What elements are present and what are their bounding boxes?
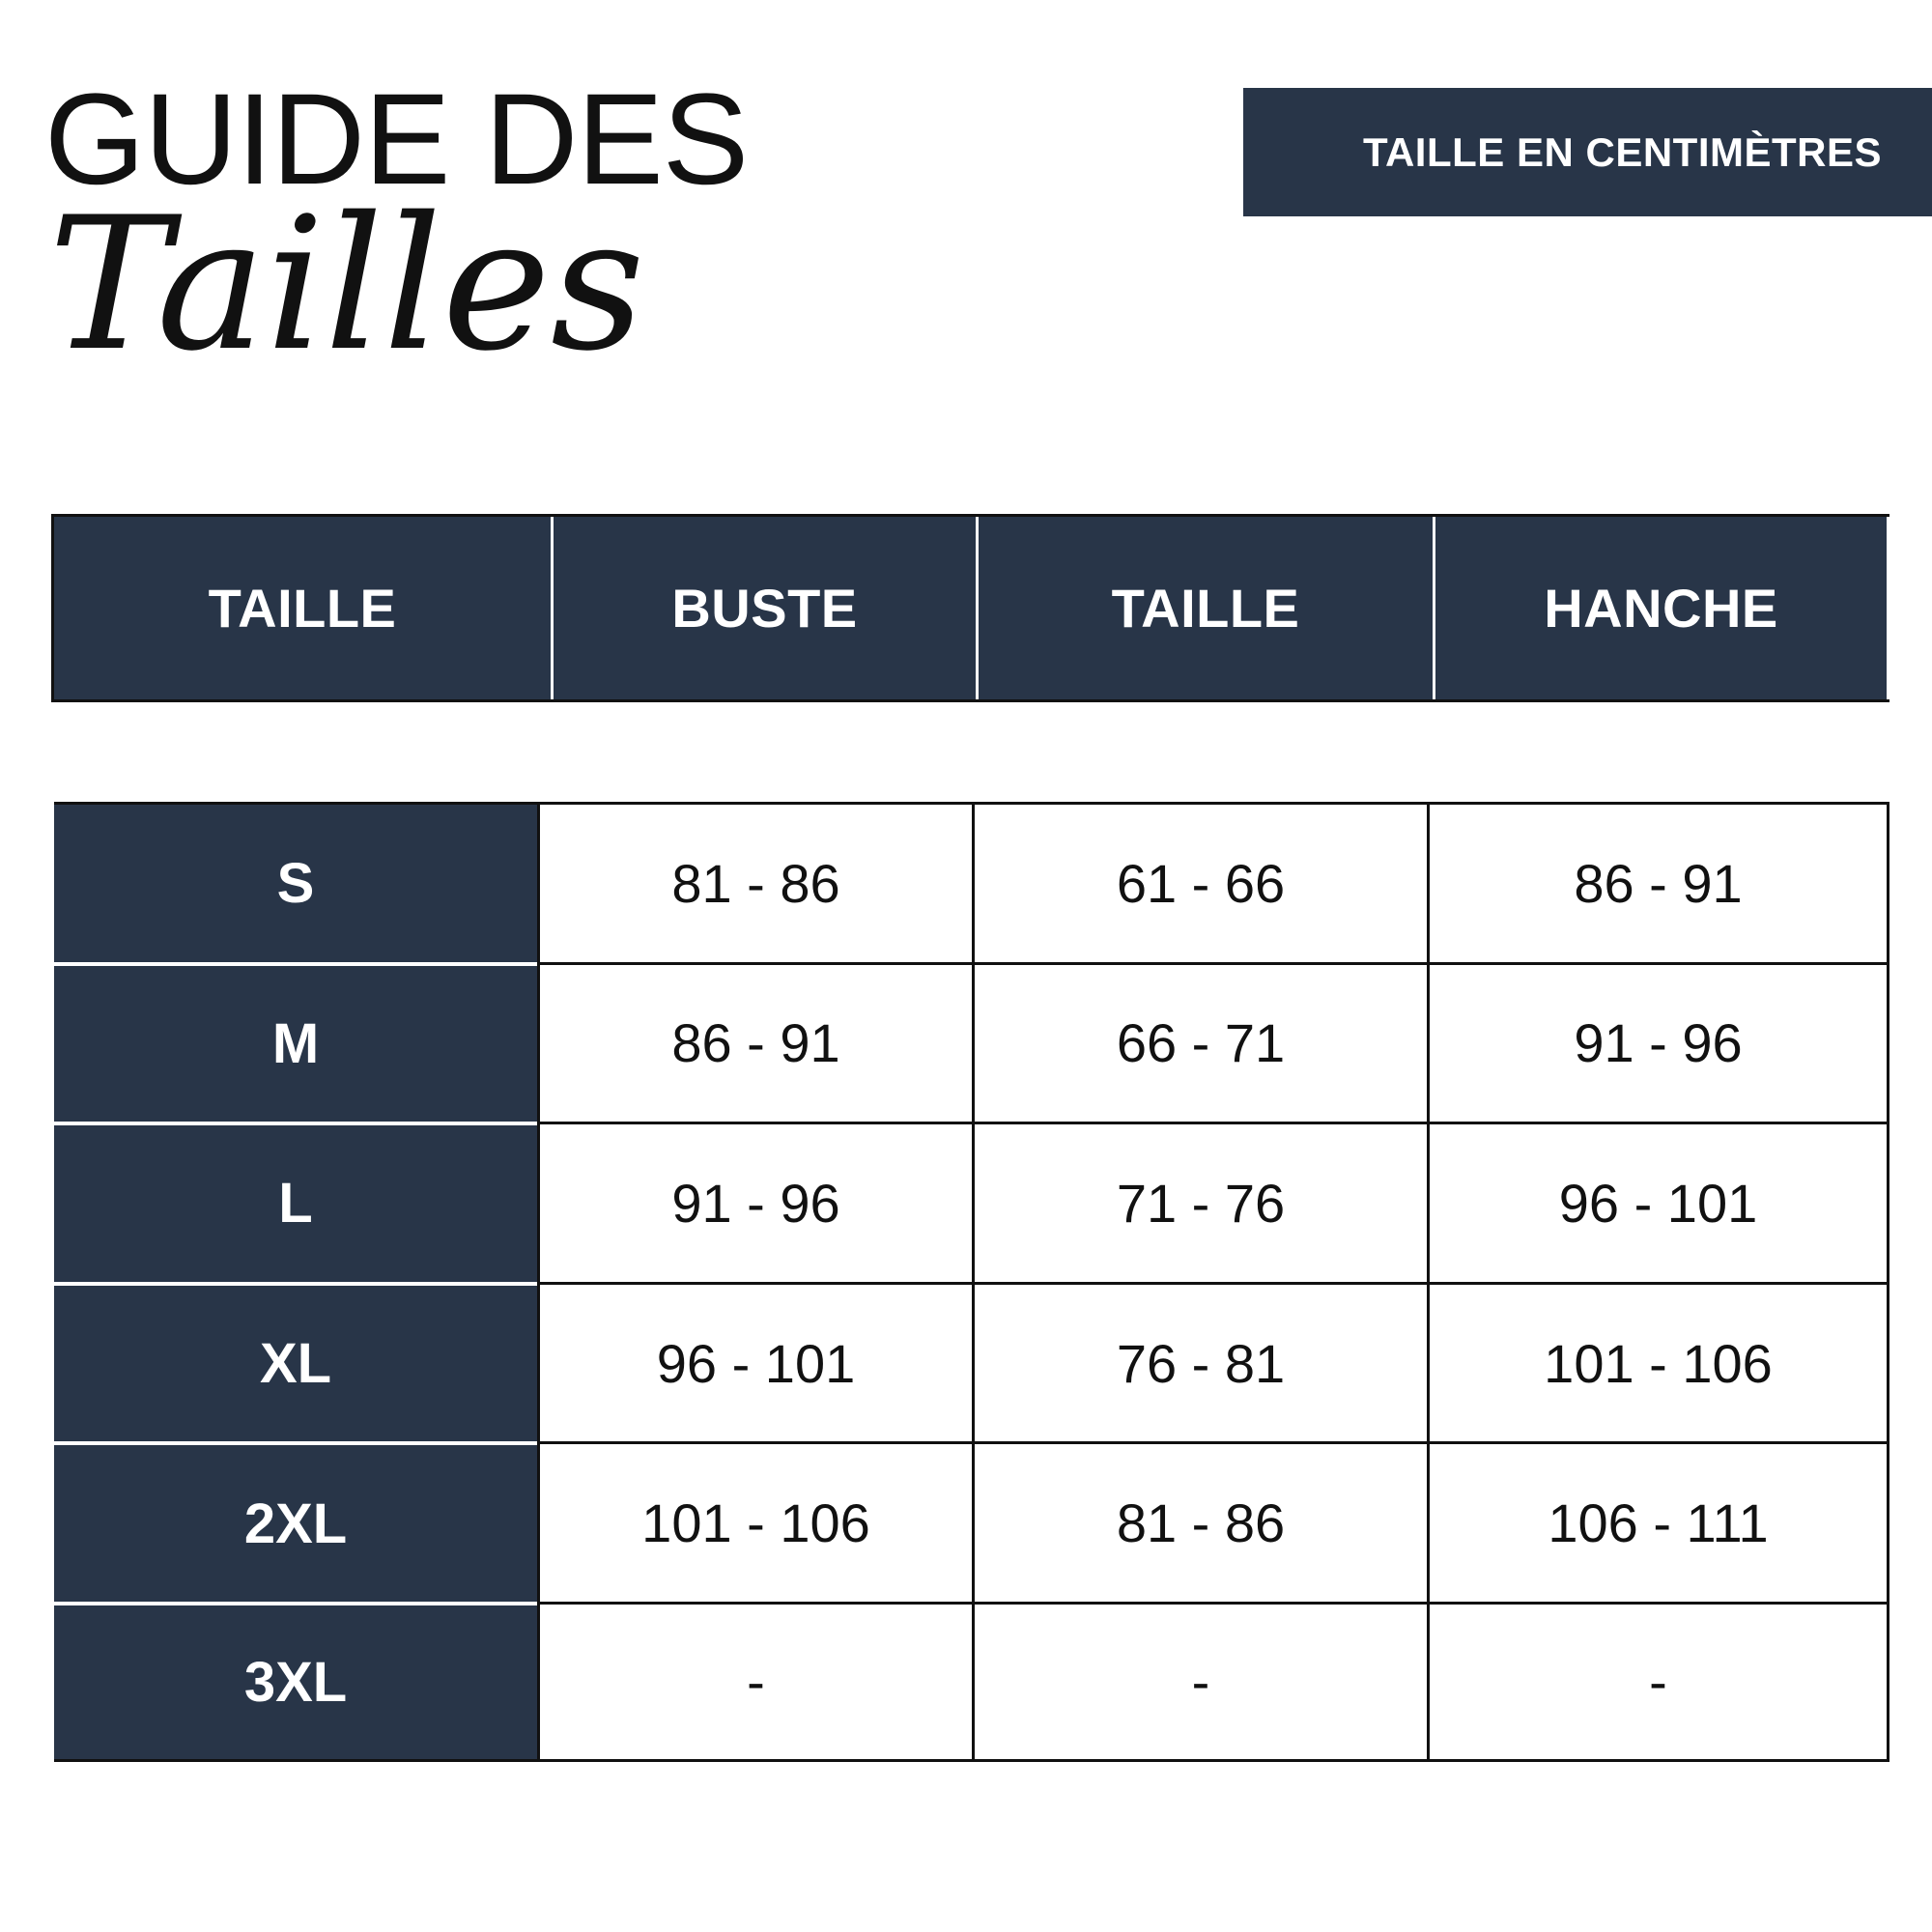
hip-value: 106 - 111 xyxy=(1430,1441,1889,1602)
bust-value: 101 - 106 xyxy=(537,1441,975,1602)
waist-value: 66 - 71 xyxy=(975,962,1430,1122)
bust-value: 81 - 86 xyxy=(537,802,975,962)
hip-value: 86 - 91 xyxy=(1430,802,1889,962)
script-subtitle-text: Tailles xyxy=(48,178,645,391)
hip-value: - xyxy=(1430,1602,1889,1762)
size-label: 3XL xyxy=(54,1602,537,1762)
table-row xyxy=(54,962,1889,1122)
waist-value: 71 - 76 xyxy=(975,1122,1430,1282)
table-row xyxy=(54,1441,1889,1602)
size-label: 2XL xyxy=(54,1441,537,1602)
table-row xyxy=(54,802,1889,962)
unit-badge: TAILLE EN CENTIMÈTRES xyxy=(1243,88,1932,216)
size-label: XL xyxy=(54,1282,537,1442)
waist-value: 61 - 66 xyxy=(975,802,1430,962)
waist-value: 76 - 81 xyxy=(975,1282,1430,1442)
column-header-size: TAILLE xyxy=(208,578,397,639)
script-subtitle xyxy=(39,178,645,415)
column-header-bust: BUSTE xyxy=(551,517,976,699)
hip-value: 91 - 96 xyxy=(1430,962,1889,1122)
waist-value: - xyxy=(975,1602,1430,1762)
page-title: GUIDE DES xyxy=(44,68,749,212)
size-label: M xyxy=(54,962,537,1122)
hip-value: 101 - 106 xyxy=(1430,1282,1889,1442)
column-header-hip: HANCHE xyxy=(1433,517,1889,699)
waist-value: 81 - 86 xyxy=(975,1441,1430,1602)
table-row xyxy=(54,1122,1889,1282)
bust-value: - xyxy=(537,1602,975,1762)
column-header-waist: TAILLE xyxy=(976,517,1433,699)
table-row xyxy=(54,1282,1889,1442)
hip-value: 96 - 101 xyxy=(1430,1122,1889,1282)
table-header xyxy=(51,514,1889,702)
bust-value: 96 - 101 xyxy=(537,1282,975,1442)
size-label: L xyxy=(54,1122,537,1282)
bust-value: 86 - 91 xyxy=(537,962,975,1122)
bust-value: 91 - 96 xyxy=(537,1122,975,1282)
size-table xyxy=(54,802,1889,1762)
table-row xyxy=(54,1602,1889,1762)
size-label: S xyxy=(54,802,537,962)
